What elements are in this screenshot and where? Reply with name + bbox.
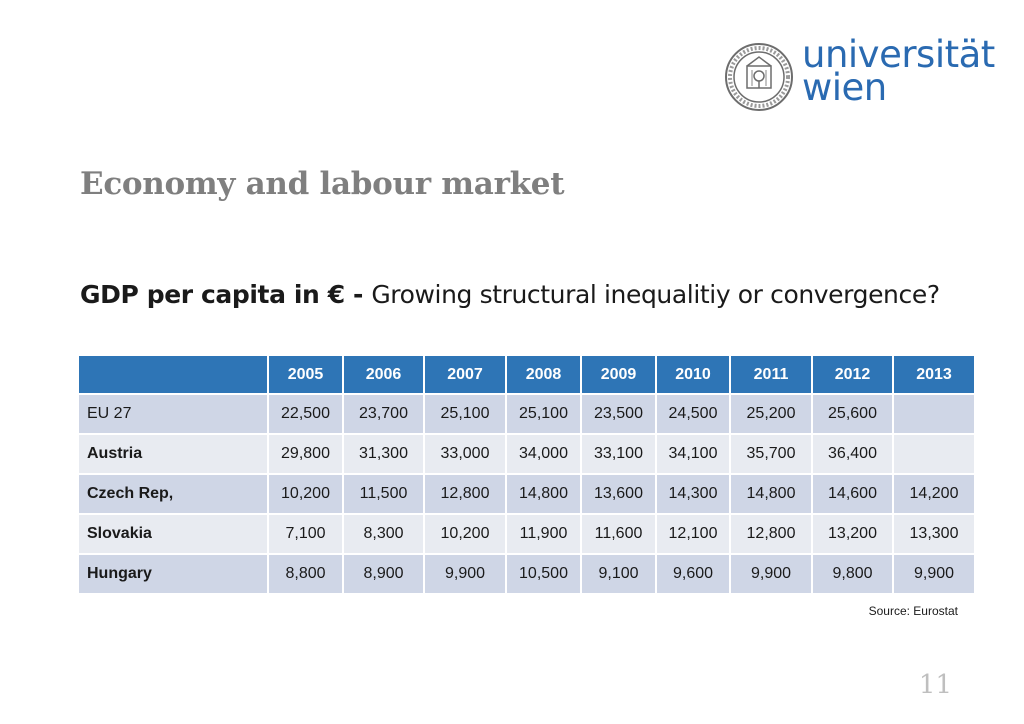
header-cell: 2005 [268, 355, 343, 394]
gdp-table [77, 354, 976, 595]
value-cell: 9,900 [424, 554, 506, 594]
value-cell: 8,800 [268, 554, 343, 594]
value-cell: 13,600 [581, 474, 656, 514]
value-cell [893, 394, 975, 434]
value-cell: 8,900 [343, 554, 424, 594]
value-cell: 11,600 [581, 514, 656, 554]
value-cell: 14,800 [730, 474, 812, 514]
value-cell: 13,200 [812, 514, 893, 554]
header-cell: 2008 [506, 355, 581, 394]
table-header-row [78, 355, 975, 394]
value-cell: 33,100 [581, 434, 656, 474]
country-cell: Slovakia [78, 514, 268, 554]
value-cell: 34,100 [656, 434, 730, 474]
subtitle-rest: Growing structural inequalitiy or convergence? [371, 280, 940, 309]
value-cell: 25,100 [424, 394, 506, 434]
header-cell [78, 355, 268, 394]
value-cell: 10,200 [424, 514, 506, 554]
page-number: 11 [918, 670, 952, 700]
header-cell: 2011 [730, 355, 812, 394]
value-cell: 7,100 [268, 514, 343, 554]
value-cell: 9,600 [656, 554, 730, 594]
value-cell: 23,500 [581, 394, 656, 434]
value-cell: 9,900 [730, 554, 812, 594]
value-cell: 22,500 [268, 394, 343, 434]
value-cell: 12,800 [424, 474, 506, 514]
value-cell: 34,000 [506, 434, 581, 474]
value-cell: 10,200 [268, 474, 343, 514]
country-cell: Hungary [78, 554, 268, 594]
value-cell: 29,800 [268, 434, 343, 474]
value-cell: 8,300 [343, 514, 424, 554]
source-note: Source: Eurostat [868, 604, 958, 618]
table-row [78, 394, 975, 434]
value-cell: 14,300 [656, 474, 730, 514]
value-cell: 9,900 [893, 554, 975, 594]
value-cell: 12,100 [656, 514, 730, 554]
table-row [78, 434, 975, 474]
country-cell: Austria [78, 434, 268, 474]
table-row [78, 514, 975, 554]
value-cell: 33,000 [424, 434, 506, 474]
slide-subtitle [80, 280, 940, 309]
value-cell: 36,400 [812, 434, 893, 474]
header-cell: 2012 [812, 355, 893, 394]
table-row [78, 474, 975, 514]
country-cell: Czech Rep, [78, 474, 268, 514]
value-cell: 9,800 [812, 554, 893, 594]
value-cell: 14,800 [506, 474, 581, 514]
header-cell: 2013 [893, 355, 975, 394]
value-cell: 14,600 [812, 474, 893, 514]
value-cell: 23,700 [343, 394, 424, 434]
header-cell: 2006 [343, 355, 424, 394]
value-cell: 24,500 [656, 394, 730, 434]
value-cell: 14,200 [893, 474, 975, 514]
value-cell: 35,700 [730, 434, 812, 474]
value-cell: 25,100 [506, 394, 581, 434]
value-cell: 11,900 [506, 514, 581, 554]
header-cell: 2010 [656, 355, 730, 394]
country-cell: EU 27 [78, 394, 268, 434]
subtitle-bold: GDP per capita in € - [80, 280, 372, 309]
logo-line-1: universität [802, 33, 995, 76]
value-cell: 9,100 [581, 554, 656, 594]
value-cell: 11,500 [343, 474, 424, 514]
university-seal-icon [724, 42, 794, 112]
slide-title: Economy and labour market [80, 166, 565, 202]
value-cell: 12,800 [730, 514, 812, 554]
value-cell: 25,200 [730, 394, 812, 434]
header-cell: 2007 [424, 355, 506, 394]
value-cell [893, 434, 975, 474]
header-cell: 2009 [581, 355, 656, 394]
table-row [78, 554, 975, 594]
university-logo [724, 33, 995, 112]
logo-line-2: wien [802, 66, 887, 109]
value-cell: 31,300 [343, 434, 424, 474]
value-cell: 13,300 [893, 514, 975, 554]
value-cell: 10,500 [506, 554, 581, 594]
value-cell: 25,600 [812, 394, 893, 434]
